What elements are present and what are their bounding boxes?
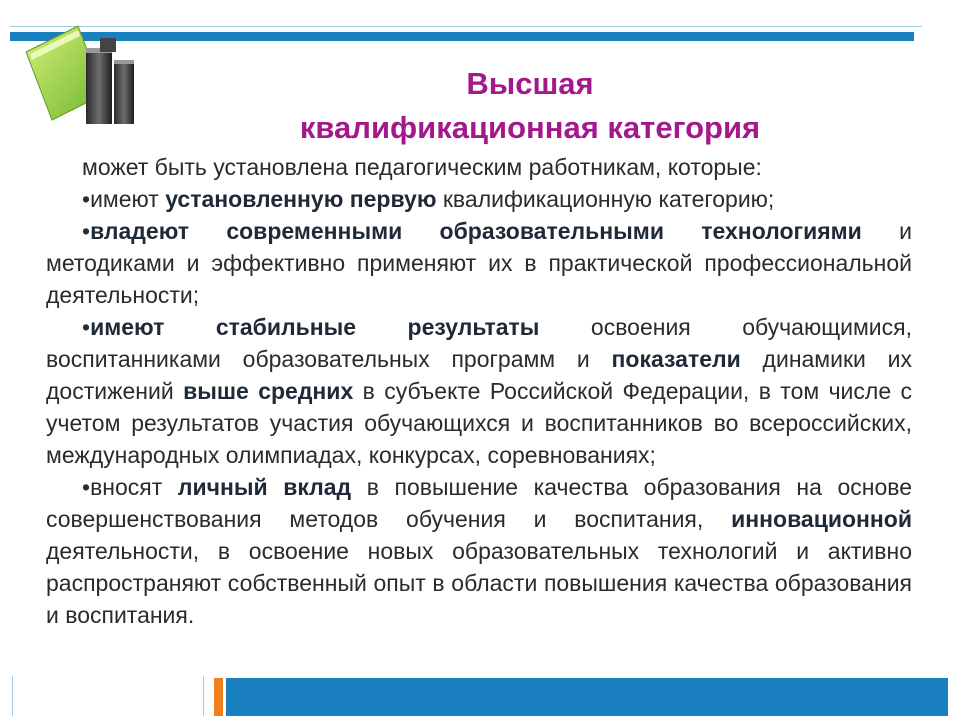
books-icon <box>20 8 150 128</box>
bullet-text: имеют <box>90 186 166 212</box>
slide-title-line-1: Высшая <box>466 66 594 101</box>
bullet-bold-text: инновационной <box>731 506 912 532</box>
bullet-text: динамики их достижений <box>46 346 912 404</box>
bullet-text: освоения обучающимися, воспитанниками образовательных программ и <box>46 314 912 372</box>
bottom-accent-bar <box>226 678 948 716</box>
bullet-text: и методиками и эффективно применяют их в практической профессиональной деятельности; <box>46 218 912 308</box>
bullet-bold-text: выше средних <box>183 378 354 404</box>
bullet-1 <box>46 183 912 215</box>
bullet-2 <box>46 215 912 311</box>
bullet-marker: • <box>82 314 91 340</box>
bullet-text: квалификационную категорию; <box>436 186 775 212</box>
bullet-bold-text: установленную первую <box>165 186 437 212</box>
bullet-bold-text: имеют стабильные результаты <box>90 314 540 340</box>
bullet-marker: • <box>82 474 91 500</box>
bullet-text: вносят <box>90 474 178 500</box>
bullet-marker: • <box>82 186 91 212</box>
bottom-orange-accent <box>214 678 223 716</box>
bullet-text: деятельности, в освоение новых образовательных технологий и активно распространяют собственный опыт в области повышения качества образования и воспитания. <box>46 538 912 628</box>
intro-text: может быть установлена педагогическим работникам, которые: <box>82 154 762 180</box>
bullet-marker: • <box>82 218 91 244</box>
bullet-text: в повышение качества образования на основе совершенствования методов обучения и воспитания, <box>46 474 912 532</box>
bottom-left-frame <box>12 676 204 716</box>
bullet-bold-text: показатели <box>611 346 741 372</box>
bullet-3 <box>46 311 912 471</box>
bullet-bold-text: владеют современными образовательными технологиями <box>90 218 862 244</box>
bullet-text: в субъекте Российской Федерации, в том числе с учетом результатов участия обучающихся и воспитанников во всероссийских, международных олимпиадах, конкурсах, соревнованиях; <box>46 378 912 468</box>
bullet-bold-text: личный вклад <box>177 474 352 500</box>
bullet-4 <box>46 471 912 631</box>
slide-body <box>46 151 912 631</box>
slide-title-line-2: квалификационная категория <box>299 110 761 145</box>
